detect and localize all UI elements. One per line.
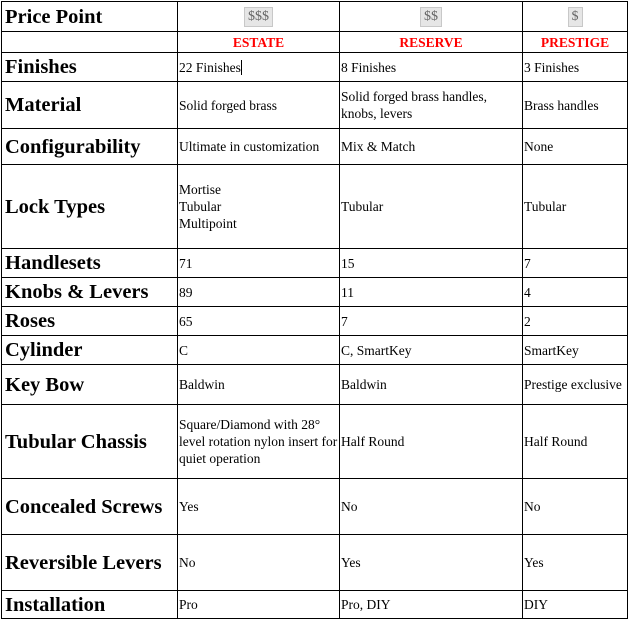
table-row — [2, 336, 628, 365]
table-row — [2, 405, 628, 479]
cell-prestige: DIY — [523, 591, 628, 619]
price-row — [2, 2, 628, 32]
table-row — [2, 535, 628, 591]
cell-reserve: C, SmartKey — [340, 336, 523, 365]
cell-prestige: No — [523, 479, 628, 535]
cell-prestige: Yes — [523, 535, 628, 591]
row-label: Handlesets — [2, 249, 178, 278]
cell-prestige: 2 — [523, 307, 628, 336]
table-row — [2, 479, 628, 535]
cell-prestige: Brass handles — [523, 82, 628, 129]
cell-estate: 71 — [178, 249, 340, 278]
row-label: Tubular Chassis — [2, 405, 178, 479]
row-label: Installation — [2, 591, 178, 619]
table-row — [2, 591, 628, 619]
row-label: Concealed Screws — [2, 479, 178, 535]
row-label: Material — [2, 82, 178, 129]
cell-estate: 89 — [178, 278, 340, 307]
cell-estate: Baldwin — [178, 365, 340, 405]
cell-reserve: 11 — [340, 278, 523, 307]
cell-text: 22 Finishes — [179, 59, 241, 75]
cell-reserve: Mix & Match — [340, 129, 523, 165]
cell-prestige: 3 Finishes — [523, 53, 628, 82]
row-label: Finishes — [2, 53, 178, 82]
brand-row — [2, 32, 628, 53]
table-row — [2, 53, 628, 82]
cell-estate: Solid forged brass — [178, 82, 340, 129]
cell-reserve: Tubular — [340, 165, 523, 249]
cell-estate: C — [178, 336, 340, 365]
table-row — [2, 278, 628, 307]
brand-reserve: RESERVE — [340, 32, 523, 53]
cell-estate: Pro — [178, 591, 340, 619]
price-point-label: Price Point — [2, 2, 178, 32]
row-label: Cylinder — [2, 336, 178, 365]
cell-estate: Ultimate in customization — [178, 129, 340, 165]
brand-estate: ESTATE — [178, 32, 340, 53]
cell-reserve: Pro, DIY — [340, 591, 523, 619]
price-estate: $$$ — [244, 7, 273, 27]
brand-row-empty — [2, 32, 178, 53]
cell-prestige: Tubular — [523, 165, 628, 249]
table-row — [2, 165, 628, 249]
cell-prestige: SmartKey — [523, 336, 628, 365]
table-row — [2, 365, 628, 405]
cell-prestige: None — [523, 129, 628, 165]
cell-reserve: 15 — [340, 249, 523, 278]
row-label: Lock Types — [2, 165, 178, 249]
comparison-table — [1, 1, 628, 619]
row-label: Knobs & Levers — [2, 278, 178, 307]
brand-prestige: PRESTIGE — [523, 32, 628, 53]
cell-estate[interactable] — [178, 53, 340, 82]
cell-reserve: Baldwin — [340, 365, 523, 405]
row-label: Reversible Levers — [2, 535, 178, 591]
cell-prestige: 7 — [523, 249, 628, 278]
cell-reserve: Solid forged brass handles, knobs, levers — [340, 82, 523, 129]
cell-estate: Square/Diamond with 28° level rotation nylon insert for quiet operation — [178, 405, 340, 479]
price-reserve: $$ — [420, 7, 442, 27]
cell-estate: Mortise Tubular Multipoint — [178, 165, 340, 249]
cell-estate: Yes — [178, 479, 340, 535]
cell-reserve: No — [340, 479, 523, 535]
price-prestige: $ — [568, 7, 583, 27]
row-label: Key Bow — [2, 365, 178, 405]
table-row — [2, 129, 628, 165]
cell-estate: No — [178, 535, 340, 591]
cell-prestige: Prestige exclusive — [523, 365, 628, 405]
row-label: Configurability — [2, 129, 178, 165]
cell-prestige: 4 — [523, 278, 628, 307]
cell-prestige: Half Round — [523, 405, 628, 479]
cell-reserve: 7 — [340, 307, 523, 336]
cell-estate: 65 — [178, 307, 340, 336]
cell-reserve: 8 Finishes — [340, 53, 523, 82]
row-label: Roses — [2, 307, 178, 336]
table-row — [2, 307, 628, 336]
table-row — [2, 249, 628, 278]
cell-reserve: Half Round — [340, 405, 523, 479]
cell-reserve: Yes — [340, 535, 523, 591]
table-row — [2, 82, 628, 129]
